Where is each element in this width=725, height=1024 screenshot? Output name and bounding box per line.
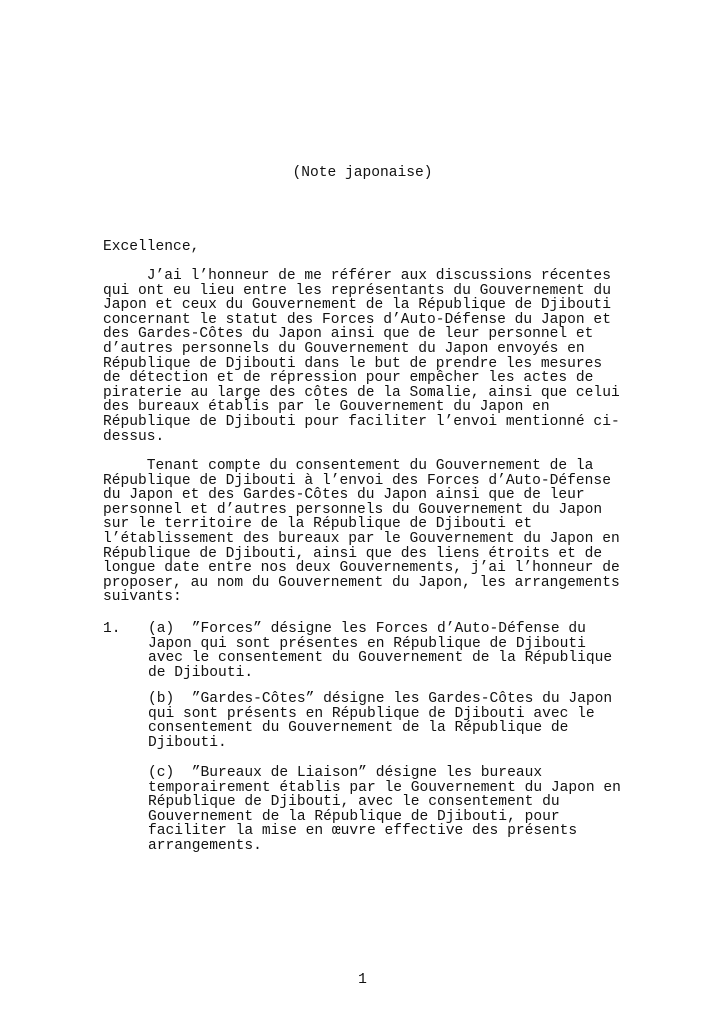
paragraph-consent: Tenant compte du consentement du Gouvernement de la République de Djibouti à l’envoi des Forces d’Auto-Défense du Japon et des Gardes-Côtes du Japon ainsi que de leur personnel et d’autres personnels du Gouvernement du Japon sur le territoire de la République de Djibouti et l’établissement des bureaux par le Gouvernement du Japon en République de Djibouti, ainsi que des liens étroits et de longue date entre nos deux Gouvernements, j’ai l’honneur de proposer, au nom du Gouvernement du Japon, les arrangements suivants:	[103, 458, 620, 606]
salutation: Excellence,	[103, 239, 200, 255]
subitem-c: (c) ”Bureaux de Liaison” désigne les bureaux temporairement établis par le Gouvernement du Japon en République de Djibouti, avec le consentement du Gouvernement de la République de Djibouti, pour faciliter la mise en œuvre effective des présents arrangements.	[148, 765, 621, 854]
page-number: 1	[358, 972, 367, 988]
subitem-a: (a) ”Forces” désigne les Forces d’Auto-Défense du Japon qui sont présentes en République de Djibouti avec le consentement du Gouvernement de la République de Djibouti.	[148, 621, 613, 681]
document-heading: (Note japonaise)	[292, 165, 433, 181]
list-item-number: 1.	[103, 621, 121, 637]
paragraph-introduction: J’ai l’honneur de me référer aux discussions récentes qui ont eu lieu entre les représentants du Gouvernement du Japon et ceux du Gouvernement de la République de Djibouti concernant le statut des Forces d’Auto-Défense du Japon et des Gardes-Côtes du Japon ainsi que de leur personnel et d’autres personnels du Gouvernement du Japon envoyés en République de Djibouti dans le but de prendre les mesures de détection et de répression pour empêcher les actes de piraterie au large des côtes de la Somalie, ainsi que celui des bureaux établis par le Gouvernement du Japon en République de Djibouti pour faciliter l’envoi mentionné ci- dessus.	[103, 268, 620, 445]
subitem-b: (b) ”Gardes-Côtes” désigne les Gardes-Côtes du Japon qui sont présents en République de Djibouti avec le consentement du Gouvernement de la République de Djibouti.	[148, 691, 613, 751]
